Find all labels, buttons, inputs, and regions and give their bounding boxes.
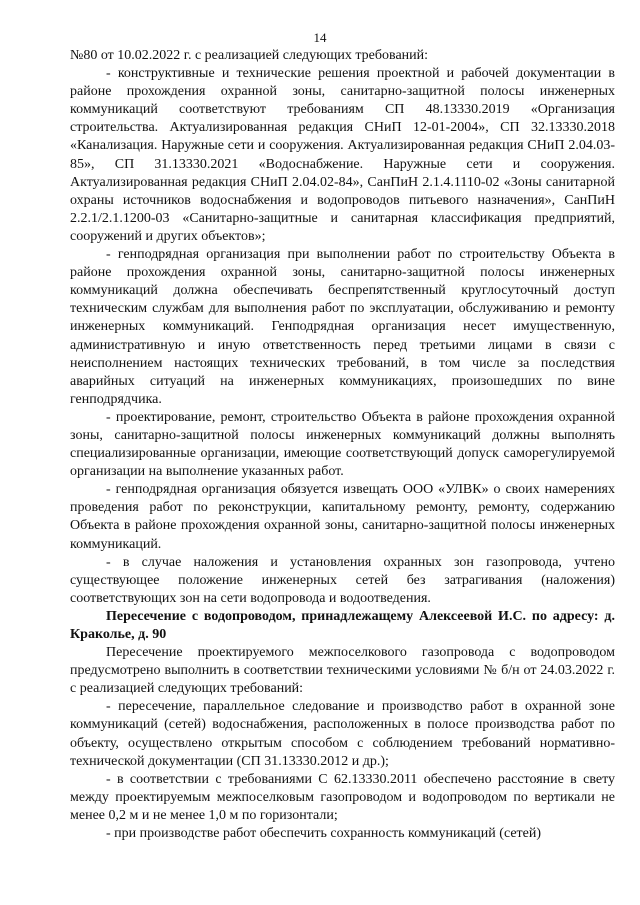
document-body xyxy=(70,47,615,843)
section-heading: Пересечение с водопроводом, принадлежащему Алексеевой И.С. по адресу: д. Кракольe, д. 90 xyxy=(70,608,615,642)
requirement-preserve-utilities: - при производстве работ обеспечить сохранность коммуникаций (сетей) xyxy=(106,826,542,842)
requirement-specialized-organizations: - проектирование, ремонт, строительство Объекта в районе прохождения охранной зоны, санитарно-защитной полосы инженерных коммуникаций должны выполнять специализированные организации, имеющие соответствующий допуск саморегулируемой организации на выполнение указанных работ. xyxy=(70,409,615,480)
requirement-contractor-access: - генподрядная организация при выполнении работ по строительству Объекта в районе прохождения охранной зоны, санитарно-защитной полосы инженерных коммуникаций должна обеспечивать беспрепятственный круглосуточный доступ техническим службам для выполнения работ по эксплуатации, обслуживанию и ремонту инженерных коммуникаций. Генподрядная организация несет имущественную, административную и иную ответственность перед третьими лицами в связи с неисполнением настоящих технических требований, в том числе за последствия аварийных ситуаций на инженерных коммуникациях, произошедших по вине генподрядчика. xyxy=(70,247,615,407)
paragraph-continuation: №80 от 10.02.2022 г. с реализацией следующих требований: xyxy=(70,48,429,63)
requirement-design-solutions: - конструктивные и технические решения проектной и рабочей документации в районе прохождения охранной зоны, санитарно-защитной полосы инженерных коммуникаций соответствуют требованиям СП 48.13330.2019 «Организация строительства. Актуализированная редакция СНиП 12-01-2004», СП 32.13330.2018 «Канализация. Наружные сети и сооружения. Актуализированная редакция СНиП 2.04.03-85», СП 31.13330.2021 «Водоснабжение. Наружные сети и сооружения. Актуализированная редакция СНиП 2.04.02-84», СанПиН 2.1.4.1110-02 «Зоны санитарной охраны источников водоснабжения и водопроводов питьевого назначения», СанПиН 2.2.1/2.1.1200-03 «Санитарно-защитные и санитарная классификация предприятий, сооружений и других объектов»; xyxy=(70,66,615,244)
requirement-protection-zones: - в случае наложения и установления охранных зон газопровода, учтено существующее положение инженерных сетей без затрагивания (наложения) соответствующих зон на сети водопровода и водоотведения. xyxy=(70,554,615,606)
page-number: 14 xyxy=(313,30,327,45)
requirement-notify-ulvk: - генподрядная организация обязуется извещать ООО «УЛВК» о своих намерениях проведения работ по реконструкции, капитальному ремонту, ремонту, содержанию Объекта в районе прохождения охранной зоны, санитарно-защитной полосы инженерных коммуникаций. xyxy=(70,482,615,552)
requirement-open-method: - пересечение, параллельное следование и производство работ в охранной зоне коммуникаций (сетей) водоснабжения, расположенных в полосе производства работ по объекту, осуществлено открытым способом с соблюдением требований нормативно-технической документации (СП 31.13330.2012 и др.); xyxy=(70,699,615,769)
requirement-clearance-distance: - в соответствии с требованиями С 62.13330.2011 обеспечено расстояние в свету между проектируемым межпоселковым газопроводом и водопроводом по вертикали не менее 0,2 м и не менее 1,0 м по горизонтали; xyxy=(70,771,615,823)
paragraph-intersection-intro: Пересечение проектируемого межпоселкового газопровода с водопроводом предусмотрено выполнить в соответствии техническими условиями № б/н от 24.03.2022 г. с реализацией следующих требований: xyxy=(70,645,615,697)
